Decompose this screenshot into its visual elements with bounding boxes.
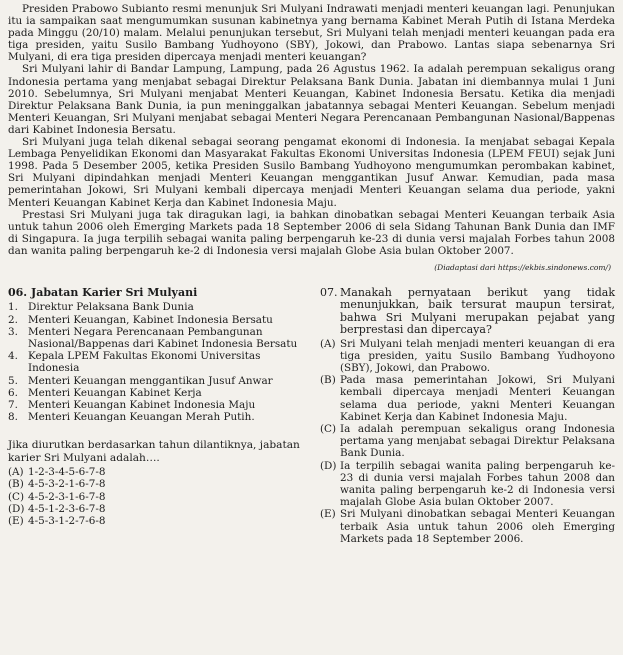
career-item	[8, 350, 308, 374]
career-item-text: Direktur Pelaksana Bank Dunia	[28, 301, 194, 314]
career-item	[8, 375, 308, 387]
passage-paragraph-2: Sri Mulyani lahir di Bandar Lampung, Lampung, pada 26 Agustus 1962. Ia adalah perempuan sekaligus orang Indonesia pertama yang menjabat sebagai Direktur Pelaksana Bank Dunia. Jabatan ini diembannya mulai 1 Juni 2010. Sebelumnya, Sri Mulyani menjabat Menteri Keuangan, Kabinet Indonesia Bersatu. Ketika dia menjadi Direktur Pelaksana Bank Dunia, ia pun meninggalkan jabatannya sebagai Menteri Keuangan. Sebelum menjadi Menteri Keuangan, Sri Mulyani menjabat sebagai Menteri Negara Perencanaan Pembangunan Nasional/Bappenas dari Kabinet Indonesia Bersatu.	[8, 63, 615, 136]
option-text: 4-5-1-2-3-6-7-8	[28, 502, 106, 515]
question-06-heading: Jabatan Karier Sri Mulyani	[30, 285, 198, 299]
option-text: 4-5-3-1-2-7-6-8	[28, 515, 106, 528]
answer-option-e[interactable]	[8, 515, 308, 527]
option-letter: (C)	[320, 423, 337, 436]
question-07	[320, 287, 615, 545]
option-text: Pada masa pemerintahan Jokowi, Sri Mulyani kembali dipercaya menjadi Menteri Keuangan selama dua periode, yakni Menteri Keuangan Kabinet Kerja dan Kabinet Indonesia Maju.	[340, 374, 615, 423]
option-text: Sri Mulyani dinobatkan sebagai Menteri Keuangan terbaik Asia untuk tahun 2006 oleh Emerging Markets pada 18 September 2006.	[340, 508, 615, 545]
option-text: Sri Mulyani telah menjadi menteri keuangan di era tiga presiden, yaitu Susilo Bambang Yudhoyono (SBY), Jokowi, dan Prabowo.	[340, 337, 615, 374]
career-item-text: Menteri Keuangan Kabinet Indonesia Maju	[28, 399, 256, 411]
option-letter: (E)	[8, 515, 24, 528]
option-text: 4-5-2-3-1-6-7-8	[28, 490, 106, 503]
option-letter: (C)	[8, 490, 25, 503]
career-item-text: Menteri Keuangan, Kabinet Indonesia Bersatu	[28, 313, 273, 326]
career-item-number: 1.	[8, 301, 18, 314]
career-list	[8, 301, 308, 423]
answer-option-e[interactable]	[320, 508, 615, 545]
career-item-text: Menteri Keuangan menggantikan Jusuf Anwar	[28, 374, 273, 387]
option-letter: (D)	[320, 459, 337, 472]
answer-option-c[interactable]	[320, 423, 615, 460]
career-item-number: 2.	[8, 313, 18, 326]
answer-option-b[interactable]	[8, 478, 308, 490]
career-item-number: 5.	[8, 374, 18, 387]
career-item	[8, 411, 308, 423]
question-07-text: Manakah pernyataan berikut yang tidak menunjukkan, baik tersurat maupun tersirat, bahwa Sri Mulyani merupakan pejabat yang berprestasi dan dipercaya?	[340, 285, 615, 337]
answer-option-a[interactable]	[8, 466, 308, 478]
option-letter: (A)	[8, 466, 24, 479]
option-letter: (B)	[320, 374, 336, 387]
career-item	[8, 314, 308, 326]
passage-paragraph-1: Presiden Prabowo Subianto resmi menunjuk Sri Mulyani Indrawati menjadi menteri keuangan lagi. Penunjukan itu ia sampaikan saat mengumumkan susunan kabinetnya yang bernama Kabinet Merah Putih di Istana Merdeka pada Minggu (20/10) malam. Melalui penunjukan tersebut, Sri Mulyani telah menjadi menteri keuangan pada era tiga presiden, yaitu Susilo Bambang Yudhoyono (SBY), Jokowi, dan Prabowo. Lantas siapa sebenarnya Sri Mulyani, di era tiga presiden dipercaya menjadi menteri keuangan?	[8, 3, 615, 64]
option-text: Ia terpilih sebagai wanita paling berpengaruh ke-23 di dunia versi majalah Forbes tahun 2008 dan wanita paling berpengaruh ke-2 di Indonesia versi majalah Globe Asia bulan Oktober 2007.	[340, 459, 615, 509]
question-06-number: 06.	[8, 285, 28, 299]
reading-passage	[8, 0, 615, 273]
answer-option-d[interactable]	[8, 503, 308, 515]
career-item-text: Menteri Negara Perencanaan Pembangunan Nasional/Bappenas dari Kabinet Indonesia Bersatu	[28, 325, 298, 350]
option-letter: (B)	[8, 478, 24, 491]
career-item	[8, 399, 308, 411]
option-letter: (D)	[8, 502, 25, 515]
career-item-text: Menteri Keuangan Kabinet Kerja	[28, 386, 202, 399]
career-item-number: 8.	[8, 411, 18, 424]
questions-area	[8, 287, 615, 545]
answer-option-b[interactable]	[320, 374, 615, 423]
option-text: 4-5-3-2-1-6-7-8	[28, 478, 106, 491]
career-item	[8, 326, 308, 350]
passage-source: (Diadaptasi dari https://ekbis.sindonews.com/)	[434, 262, 611, 272]
question-07-stem	[320, 287, 615, 337]
answer-option-d[interactable]	[320, 460, 615, 509]
career-item-number: 6.	[8, 386, 18, 399]
question-06-prompt: Jika diurutkan berdasarkan tahun dilantiknya, jabatan karier Sri Mulyani adalah….	[8, 439, 300, 464]
career-item-number: 4.	[8, 350, 18, 363]
option-letter: (E)	[320, 508, 336, 521]
question-06-title	[8, 287, 308, 299]
career-item-number: 7.	[8, 399, 18, 411]
answer-option-c[interactable]	[8, 491, 308, 503]
career-item-text: Kepala LPEM Fakultas Ekonomi Universitas Indonesia	[28, 350, 261, 375]
question-06	[8, 287, 308, 545]
option-letter: (A)	[320, 337, 336, 350]
question-06-options	[8, 466, 308, 527]
question-07-number: 07.	[320, 285, 338, 299]
career-item	[8, 301, 308, 313]
passage-paragraph-3: Sri Mulyani juga telah dikenal sebagai seorang pengamat ekonomi di Indonesia. Ia menjabat sebagai Kepala Lembaga Penyelidikan Ekonomi dan Masyarakat Fakultas Ekonomi Universitas Indonesia (LPEM FEUI) sejak Juni 1998. Pada 5 Desember 2005, ketika Presiden Susilo Bambang Yudhoyono mengumumkan perombakan kabinet, Sri Mulyani dipindahkan menjadi Menteri Keuangan menggantikan Jusuf Anwar. Kemudian, pada masa pemerintahan Jokowi, Sri Mulyani kembali dipercaya menjadi Menteri Keuangan selama dua periode, yakni Menteri Keuangan Kabinet Kerja dan Kabinet Indonesia Maju.	[8, 136, 615, 209]
option-text: 1-2-3-4-5-6-7-8	[28, 466, 106, 479]
passage-paragraph-4: Prestasi Sri Mulyani juga tak diragukan lagi, ia bahkan dinobatkan sebagai Menteri Keuangan terbaik Asia untuk tahun 2006 oleh Emerging Markets pada 18 September 2006 di sela Sidang Tahunan Bank Dunia dan IMF di Singapura. Ia juga terpilih sebagai wanita paling berpengaruh ke-23 di dunia versi majalah Forbes tahun 2008 dan wanita paling berpengaruh ke-2 di Indonesia versi majalah Globe Asia bulan Oktober 2007.	[8, 208, 615, 257]
answer-option-a[interactable]	[320, 338, 615, 375]
question-07-options	[320, 338, 615, 545]
career-item-number: 3.	[8, 325, 18, 338]
career-item	[8, 387, 308, 399]
career-item-text: Menteri Keuangan Keuangan Merah Putih.	[28, 411, 255, 424]
option-text: Ia adalah perempuan sekaligus orang Indonesia pertama yang menjabat sebagai Direktur Pelaksana Bank Dunia.	[340, 423, 615, 460]
